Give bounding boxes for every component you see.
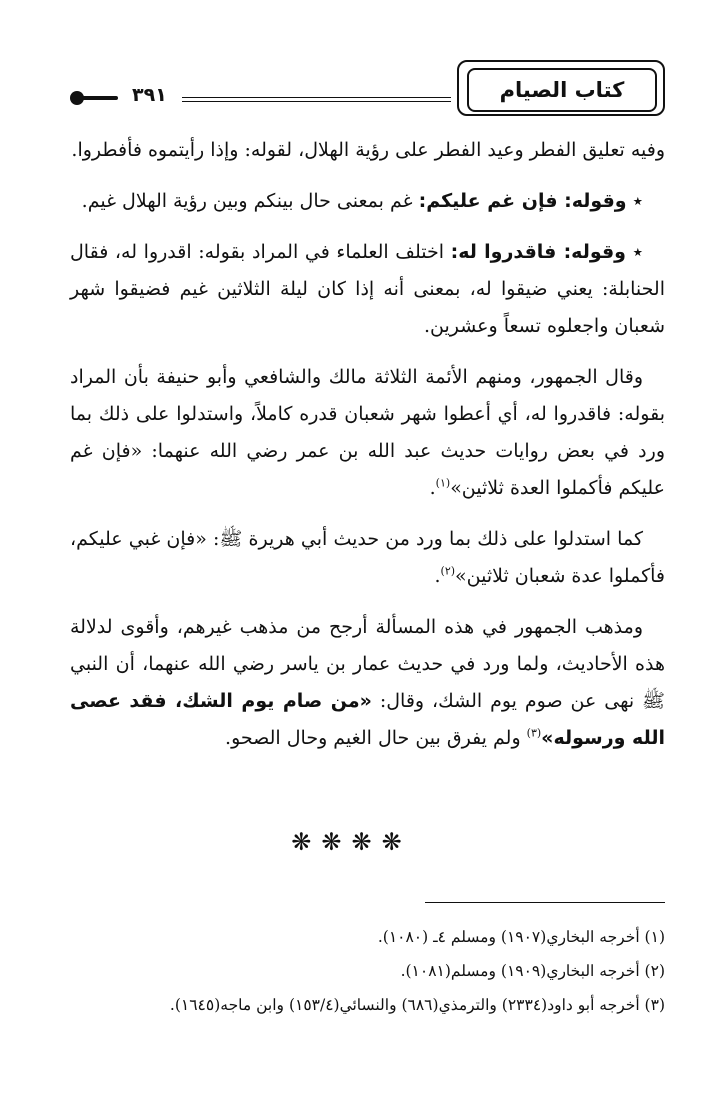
paragraph-text: وقال الجمهور، ومنهم الأئمة الثلاثة مالك والشافعي وأبو حنيفة بأن المراد بقوله: فاقدروا له، أي أعطوا شهر شعبان قدره كاملاً، واستدلوا على ذلك بما ورد في بعض روايات حديث عبد الله بن عمر رضي الله عنهما: «فإن غم عليكم فأكملوا العدة ثلاثين» [70, 366, 665, 499]
paragraph-end: . [429, 477, 436, 499]
footnote: (٣) أخرجه أبو داود(٢٣٣٤) والترمذي(٦٨٦) والنسائي(١٥٣/٤) وابن ماجه(١٦٤٥). [169, 996, 665, 1014]
footnotes [70, 920, 665, 1022]
chapter-title: كتاب الصيام [499, 78, 625, 102]
main-text [70, 132, 665, 771]
paragraph [70, 521, 665, 595]
paragraph [70, 132, 665, 169]
paragraph-text: ومذهب الجمهور في هذه المسألة أرجح من مذهب غيرهم، وأقوى لدلالة هذه الأحاديث، ولما ورد في حديث عمار بن ياسر رضي الله عنهما، أن النبي ﷺ نهى عن صوم يوم الشك، وقال: [70, 616, 665, 712]
paragraph-end: ولم يفرق بين حال الغيم وحال الصحو. [225, 727, 527, 749]
footnote: (٢) أخرجه البخاري(١٩٠٩) ومسلم(١٠٨١). [400, 962, 665, 980]
chapter-title-inner-frame [467, 68, 657, 112]
footnote-marker: (٣) [526, 726, 542, 740]
footnote-rule [425, 902, 665, 903]
footnote: (١) أخرجه البخاري(١٩٠٧) ومسلم ٤ـ (١٠٨٠). [377, 928, 665, 946]
page-header [70, 60, 665, 120]
paragraph-text: غم بمعنى حال بينكم وبين رؤية الهلال غيم. [81, 190, 419, 212]
footnote-marker: (١) [435, 476, 451, 490]
paragraph [70, 609, 665, 757]
star-icon: ٭ [632, 190, 643, 212]
chapter-title-frame [457, 60, 665, 116]
paragraph-end: . [434, 565, 441, 587]
paragraph-text: وفيه تعليق الفطر وعيد الفطر على رؤية الهلال، لقوله: وإذا رأيتموه فأفطروا. [71, 139, 665, 161]
commentary-paragraph [70, 183, 665, 220]
hadith-quote: «من صام يوم الشك، فقد عصى الله ورسوله» [70, 690, 665, 749]
header-ornament-icon [70, 91, 118, 105]
paragraph-text: كما استدلوا على ذلك بما ورد من حديث أبي هريرة ﷺ: «فإن غبي عليكم، فأكملوا عدة شعبان ثلاثين» [70, 528, 665, 587]
commentary-paragraph [70, 234, 665, 345]
page-number: ٣٩١ [132, 84, 167, 106]
star-icon: ٭ [632, 241, 643, 263]
header-rule [182, 97, 451, 102]
paragraph [70, 359, 665, 507]
section-separator: ❋❋❋❋ [291, 828, 412, 856]
footnote-marker: (٢) [440, 564, 456, 578]
quoted-term: وقوله: فاقدروا له: [450, 241, 626, 263]
paragraph-text: اختلف العلماء في المراد بقوله: اقدروا له، فقال الحنابلة: يعني ضيقوا له، بمعنى أنه إذا كان ليلة الثلاثين غيم فضيقوا شهر شعبان واجعلوه تسعاً وعشرين. [70, 241, 665, 337]
quoted-term: وقوله: فإن غم عليكم: [418, 190, 627, 212]
